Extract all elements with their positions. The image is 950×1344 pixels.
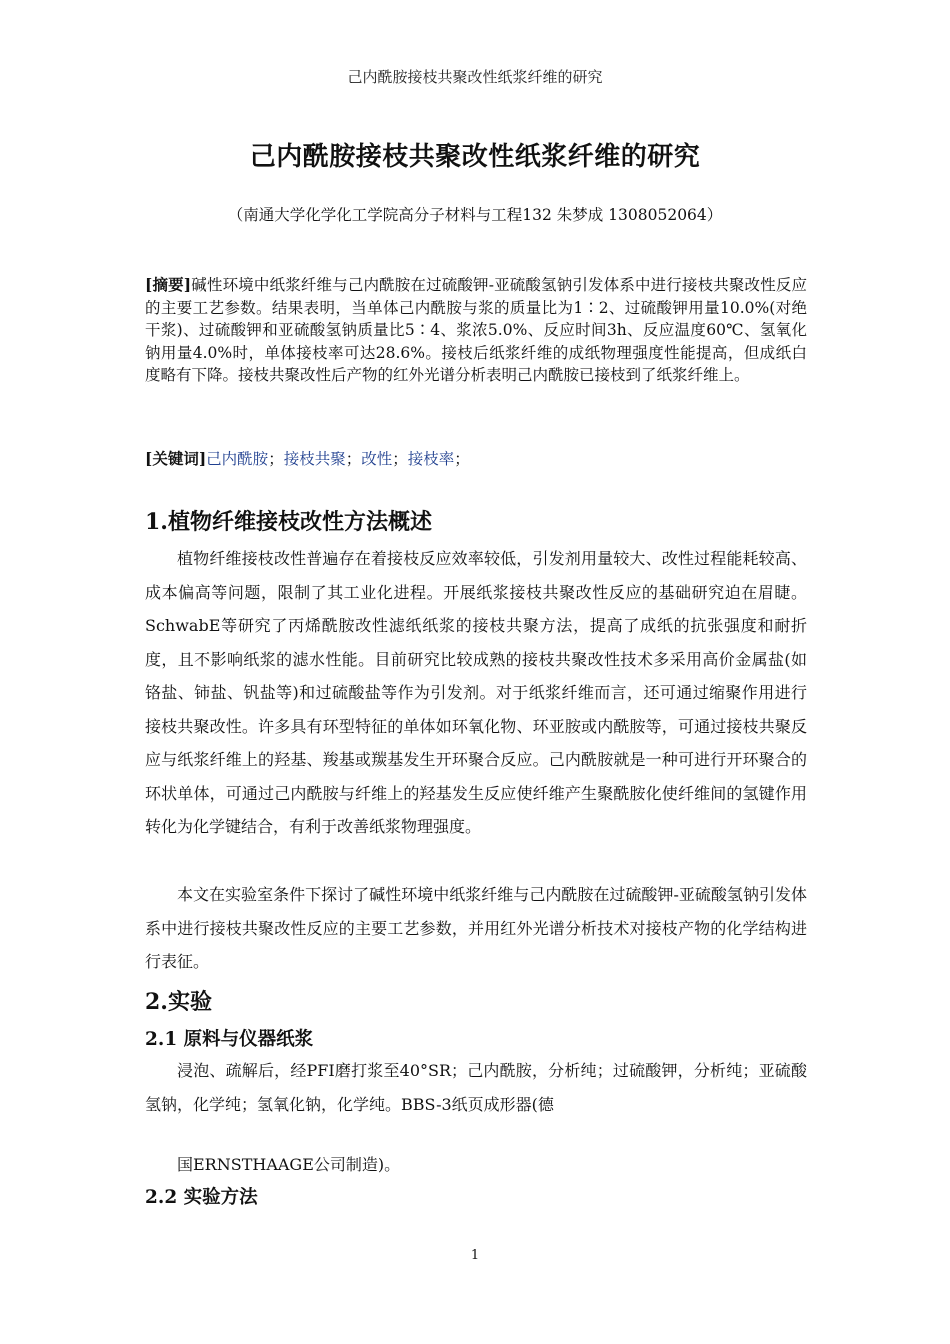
running-header: 己内酰胺接枝共聚改性纸浆纤维的研究: [347, 68, 603, 86]
keyword-separator: ；: [454, 450, 470, 468]
subsection-2-1-paragraph-continued: 国ERNSTHAAGE公司制造)。: [177, 1155, 401, 1174]
document-title: 己内酰胺接枝共聚改性纸浆纤维的研究: [249, 142, 701, 172]
keyword-item[interactable]: 接枝率: [407, 450, 455, 468]
section-2-heading: 2.实验: [145, 989, 212, 1015]
subsection-2-2-heading: 2.2 实验方法: [145, 1187, 258, 1208]
keywords-label: [关键词]: [145, 449, 207, 468]
subsection-2-1-paragraph: 浸泡、疏解后，经PFI磨打浆至40°SR；己内酰胺，分析纯；过硫酸钾，分析纯；亚硫酸氢钠，化学纯；氢氧化钠，化学纯。BBS-3纸页成形器(德: [145, 1061, 807, 1114]
keyword-item[interactable]: 接枝共聚: [283, 450, 346, 468]
section-1-paragraph-2: 本文在实验室条件下探讨了碱性环境中纸浆纤维与己内酰胺在过硫酸钾-亚硫酸氢钠引发体系中进行接枝共聚改性反应的主要工艺参数，并用红外光谱分析技术对接枝产物的化学结构进行表征。: [145, 885, 807, 971]
keyword-separator: ；: [268, 450, 284, 468]
keyword-separator: ；: [392, 450, 408, 468]
abstract: [145, 274, 807, 387]
page-number: 1: [470, 1248, 480, 1263]
section-1-paragraph-1: 植物纤维接枝改性普遍存在着接枝反应效率较低，引发剂用量较大、改性过程能耗较高、成本偏高等问题，限制了其工业化进程。开展纸浆接枝共聚改性反应的基础研究迫在眉睫。SchwabE等研究了丙烯酰胺改性滤纸纸浆的接枝共聚方法，提高了成纸的抗张强度和耐折度，且不影响纸浆的滤水性能。目前研究比较成熟的接枝共聚改性技术多采用高价金属盐(如铬盐、铈盐、钒盐等)和过硫酸盐等作为引发剂。对于纸浆纤维而言，还可通过缩聚作用进行接枝共聚改性。许多具有环型特征的单体如环氧化物、环亚胺或内酰胺等，可通过接枝共聚反应与纸浆纤维上的羟基、羧基或羰基发生开环聚合反应。己内酰胺就是一种可进行开环聚合的环状单体，可通过己内酰胺与纤维上的羟基发生反应使纤维产生聚酰胺化使纤维间的氢键作用转化为化学键结合，有利于改善纸浆物理强度。: [145, 549, 807, 836]
author-affiliation: （南通大学化学化工学院高分子材料与工程132 朱梦成 1308052064）: [227, 206, 723, 224]
keyword-item[interactable]: 己内酰胺: [206, 450, 269, 468]
abstract-text: 碱性环境中纸浆纤维与己内酰胺在过硫酸钾-亚硫酸氢钠引发体系中进行接枝共聚改性反应的主要工艺参数。结果表明，当单体己内酰胺与浆的质量比为1∶2、过硫酸钾用量10.0%(对绝干浆)、过硫酸钾和亚硫酸氢钠质量比5∶4、浆浓5.0%、反应时间3h、反应温度60℃、氢氧化钠用量4.0%时，单体接枝率可达28.6%。接枝后纸浆纤维的成纸物理强度性能提高，但成纸白度略有下降。接枝共聚改性后产物的红外光谱分析表明己内酰胺已接枝到了纸浆纤维上。: [145, 276, 808, 384]
keyword-separator: ；: [345, 450, 362, 468]
subsection-2-1-heading: 2.1 原料与仪器纸浆: [145, 1029, 314, 1050]
section-1-heading: 1.植物纤维接枝改性方法概述: [145, 509, 432, 535]
keywords: [145, 447, 807, 469]
abstract-label: [摘要]: [145, 275, 192, 294]
keyword-item[interactable]: 改性: [361, 450, 393, 468]
